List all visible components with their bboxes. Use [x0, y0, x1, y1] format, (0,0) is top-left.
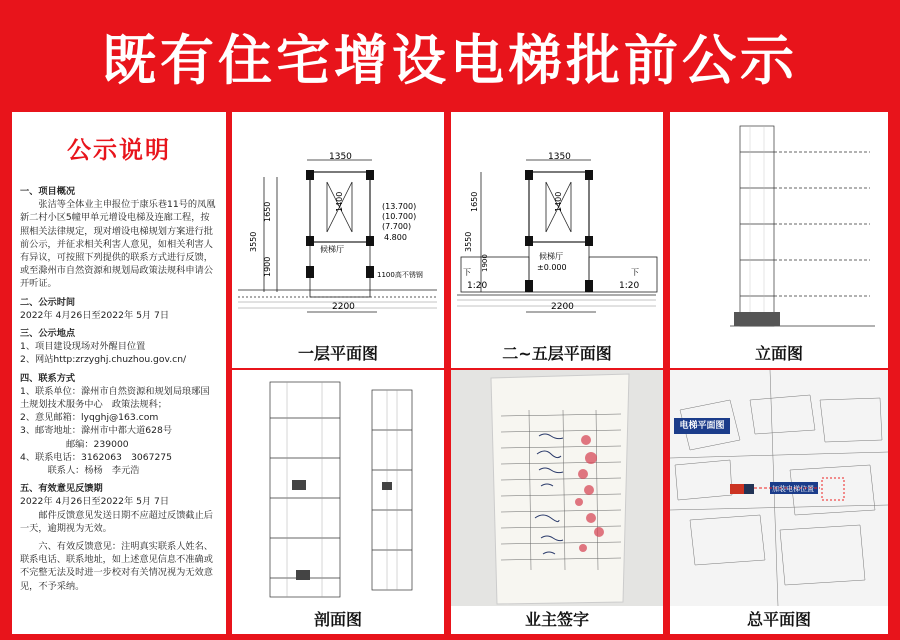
section-text: 邮编：239000	[66, 438, 129, 450]
slope-label: 1:20	[467, 281, 488, 291]
dim-left-label: 1900	[481, 254, 489, 272]
signatures-panel	[451, 370, 663, 634]
down-label: 下	[463, 268, 471, 277]
room-label: 候梯厅	[320, 245, 344, 254]
section-heading: 三、公示地点	[20, 328, 76, 340]
room-label: 候梯厅	[539, 252, 563, 261]
section-text: 1、项目建设现场对外醒目位置	[20, 341, 146, 353]
floor25-drawing	[451, 112, 663, 340]
floor1-caption: 一层平面图	[297, 344, 378, 363]
floor25-caption: 二~五层平面图	[502, 344, 612, 363]
section-text: 1、联系单位：滁州市自然资源和规划局琅琊国土规划技术服务中心 政策法规科；	[20, 385, 210, 411]
level-label: (10.700)	[382, 212, 417, 221]
dim-top-label: 1350	[548, 152, 571, 162]
level-label: (13.700)	[382, 202, 417, 211]
section-text: 联系人：杨杨 李元浩	[47, 465, 140, 477]
dim-left-label: 3550	[464, 231, 473, 252]
notice-panel	[12, 112, 226, 634]
section-heading: 五、有效意见反馈期	[20, 483, 103, 495]
site-tag: 加装电梯位置	[772, 485, 814, 493]
elevation-drawing	[670, 112, 888, 340]
siteplan-label: 电梯平面图	[674, 418, 730, 434]
section-text: 2022年 4月26日至2022年 5月 7日	[20, 496, 170, 508]
notice-body	[20, 185, 218, 593]
level-label: ±0.000	[537, 263, 567, 272]
dim-left-label: 1900	[263, 256, 272, 277]
dim-left-label: 1650	[470, 191, 479, 212]
section-text: 4、联系电话：3162063 3067275	[20, 451, 172, 463]
page-title: 既有住宅增设电梯批前公示	[102, 28, 798, 92]
signature-sheet-photo	[451, 370, 663, 606]
email-link[interactable]: 2、意见邮箱：lyqghj@163.com	[20, 412, 159, 424]
website-link[interactable]: 2、网站http:zrzyghj.chuzhou.gov.cn/	[20, 354, 187, 366]
notice-title: 公示说明	[67, 136, 171, 164]
dim-left-label: 3550	[249, 231, 258, 252]
dim-bottom-label: 2200	[332, 302, 355, 312]
section-panel	[232, 370, 444, 634]
floor25-plan-panel	[451, 112, 663, 368]
section-text: 六、有效反馈意见：注明真实联系人姓名、联系电话、联系地址，如上述意见信息不准确或不完整无法及时进一步校对有关情况视为无效意见，不予采纳。	[20, 541, 213, 592]
dim-inner-label: 1400	[335, 191, 344, 212]
dim-inner-label: 1400	[554, 191, 563, 212]
level-label: (7.700)	[382, 222, 412, 231]
section-text: 邮件反馈意见发送日期不应超过反馈截止后一天，逾期视为无效。	[20, 509, 213, 534]
dim-bottom-label: 2200	[551, 302, 574, 312]
siteplan-caption: 总平面图	[746, 610, 811, 629]
section-heading: 四、联系方式	[20, 372, 76, 384]
section-drawing	[232, 370, 444, 606]
section-text: 2022年 4月26日至2022年 5月 7日	[20, 309, 170, 321]
down-label: 下	[631, 268, 639, 277]
note-label: 1100高不锈钢	[377, 271, 423, 279]
floor1-plan-panel	[232, 112, 444, 368]
section-heading: 二、公示时间	[20, 296, 76, 308]
elevation-caption: 立面图	[754, 344, 803, 363]
section-text: 张洁等全体业主申报位于康乐巷11号的凤凰新二村小区5幢甲单元增设电梯及连廊工程，按照相关法律规定，现对增设电梯规划方案进行批前公示，并征求相关利害人意见，如相关利害人有异议，可按照下列提供的联系方式进行反馈，或至滁州市自然资源和规划局政策法规科申请公开听证。	[20, 199, 216, 290]
signatures-caption: 业主签字	[524, 610, 589, 629]
dim-left-label: 1650	[263, 201, 272, 222]
section-caption: 剖面图	[313, 610, 362, 629]
section-heading: 一、项目概况	[20, 186, 76, 197]
dim-top-label: 1350	[329, 152, 352, 162]
slope-label: 1:20	[619, 281, 640, 291]
elevation-panel	[670, 112, 888, 368]
siteplan-panel	[670, 370, 888, 634]
section-text: 3、邮寄地址：滁州市中都大道628号	[20, 425, 173, 437]
floor1-drawing	[232, 112, 444, 340]
level-label: 4.800	[384, 233, 407, 242]
siteplan-drawing	[670, 370, 888, 606]
